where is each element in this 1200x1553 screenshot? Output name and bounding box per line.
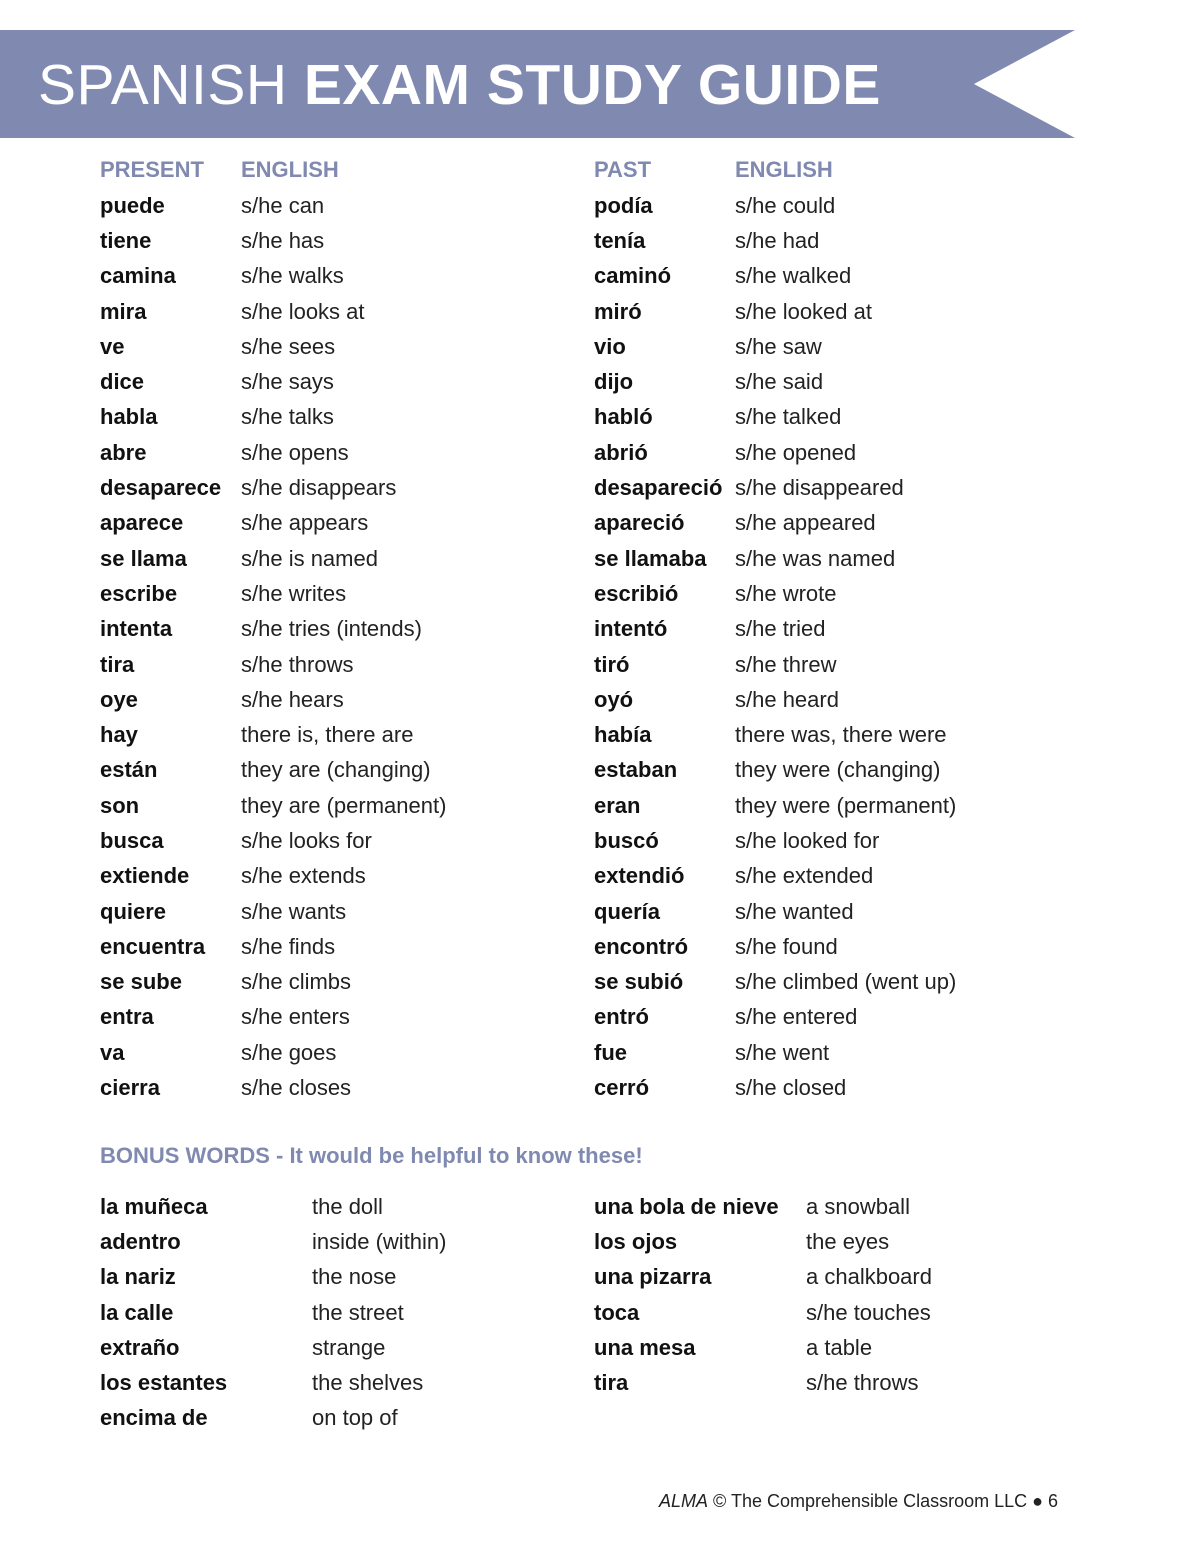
english-translation: s/he heard <box>735 686 839 712</box>
english-translation: s/he disappears <box>241 475 397 501</box>
spanish-word: encima de <box>100 1405 208 1431</box>
spanish-word: encuentra <box>100 933 206 959</box>
english-translation: s/he looked for <box>735 827 880 853</box>
english-translation: s/he closes <box>241 1075 352 1101</box>
title-bold: EXAM STUDY GUIDE <box>303 53 881 117</box>
english-translation: s/he hears <box>241 686 344 712</box>
spanish-word: se llamaba <box>594 545 707 571</box>
footer-book-title: ALMA <box>659 1491 709 1511</box>
spanish-word: aparece <box>100 510 184 536</box>
vocab-row <box>100 541 446 576</box>
english-translation: the shelves <box>312 1370 424 1396</box>
spanish-word: habló <box>594 404 653 430</box>
spanish-word: una pizarra <box>594 1264 712 1290</box>
vocab-row <box>594 435 956 470</box>
spanish-word: tira <box>594 1370 629 1396</box>
spanish-word: encontró <box>594 933 689 959</box>
vocab-row <box>100 682 446 717</box>
vocab-row <box>594 223 956 258</box>
vocab-row <box>100 753 446 788</box>
english-translation: s/he extends <box>241 863 366 889</box>
spanish-word: una mesa <box>594 1334 696 1360</box>
english-translation: s/he talks <box>241 404 334 430</box>
spanish-word: abre <box>100 439 147 465</box>
english-translation: s/he touches <box>806 1299 931 1325</box>
vocab-row <box>594 1295 932 1330</box>
spanish-word: la calle <box>100 1299 174 1325</box>
vocab-row <box>100 965 446 1000</box>
english-translation: they were (changing) <box>735 757 941 783</box>
vocab-row <box>594 1000 956 1035</box>
spanish-word: miró <box>594 298 642 324</box>
english-translation: s/he could <box>735 192 836 218</box>
vocab-row <box>594 717 956 752</box>
english-translation: s/he climbed (went up) <box>735 969 957 995</box>
bonus-words-right-table <box>594 1189 932 1401</box>
page-footer <box>659 1491 1058 1512</box>
english-translation: s/he said <box>735 369 824 395</box>
english-translation: there is, there are <box>241 722 414 748</box>
vocab-row <box>594 259 956 294</box>
spanish-word: intentó <box>594 616 668 642</box>
english-translation: s/he appears <box>241 510 369 536</box>
vocab-row <box>594 1224 932 1259</box>
vocab-row <box>100 717 446 752</box>
vocab-row <box>100 859 446 894</box>
english-translation: s/he found <box>735 933 838 959</box>
vocab-row <box>100 506 446 541</box>
vocab-row <box>100 1365 447 1400</box>
spanish-word: ve <box>100 333 125 359</box>
spanish-word: adentro <box>100 1228 181 1254</box>
vocab-row <box>100 259 446 294</box>
vocab-row <box>100 470 446 505</box>
english-translation: s/he throws <box>806 1370 919 1396</box>
vocab-row <box>594 1189 932 1224</box>
english-translation: s/he threw <box>735 651 837 677</box>
english-translation: the nose <box>312 1264 397 1290</box>
bonus-words-heading: BONUS WORDS - It would be helpful to know these! <box>100 1143 643 1168</box>
spanish-word: fue <box>594 1039 627 1065</box>
vocab-row <box>100 1295 447 1330</box>
spanish-word: los ojos <box>594 1228 678 1254</box>
spanish-word: intenta <box>100 616 173 642</box>
english-translation: the doll <box>312 1193 383 1219</box>
vocab-row <box>594 1070 956 1105</box>
spanish-word: estaban <box>594 757 678 783</box>
vocab-row <box>100 364 446 399</box>
english-translation: s/he sees <box>241 333 336 359</box>
vocab-row <box>100 188 446 223</box>
english-translation: s/he tries (intends) <box>241 616 422 642</box>
bonus-words-left-table <box>100 1189 447 1436</box>
vocab-row <box>100 435 446 470</box>
vocab-row <box>594 823 956 858</box>
spanish-word: son <box>100 792 140 818</box>
vocab-row <box>594 294 956 329</box>
english-translation: s/he can <box>241 192 325 218</box>
spanish-word: la nariz <box>100 1264 176 1290</box>
english-translation: a chalkboard <box>806 1264 932 1290</box>
vocab-row <box>594 612 956 647</box>
vocab-row <box>100 612 446 647</box>
english-translation: s/he disappeared <box>735 475 904 501</box>
english-translation: s/he saw <box>735 333 822 359</box>
spanish-word: tiene <box>100 227 152 253</box>
english-translation: s/he opened <box>735 439 857 465</box>
english-translation: inside (within) <box>312 1228 447 1254</box>
spanish-word: vio <box>594 333 626 359</box>
spanish-word: quiere <box>100 898 167 924</box>
vocab-row <box>100 329 446 364</box>
english-translation: the eyes <box>806 1228 890 1254</box>
col-header-english: ENGLISH <box>241 157 339 182</box>
spanish-word: extraño <box>100 1334 180 1360</box>
vocab-row <box>100 1189 447 1224</box>
english-translation: s/he opens <box>241 439 349 465</box>
english-translation: s/he talked <box>735 404 842 430</box>
vocab-row <box>594 506 956 541</box>
english-translation: strange <box>312 1334 386 1360</box>
english-translation: the street <box>312 1299 404 1325</box>
spanish-word: desaparece <box>100 475 222 501</box>
english-translation: s/he finds <box>241 933 336 959</box>
vocab-row <box>594 1365 932 1400</box>
vocab-row <box>594 682 956 717</box>
spanish-word: había <box>594 722 652 748</box>
spanish-word: entró <box>594 1004 649 1030</box>
spanish-word: una bola de nieve <box>594 1193 779 1219</box>
spanish-word: se subió <box>594 969 684 995</box>
english-translation: s/he extended <box>735 863 874 889</box>
english-translation: they were (permanent) <box>735 792 957 818</box>
spanish-word: caminó <box>594 263 672 289</box>
vocab-row <box>100 294 446 329</box>
spanish-word: quería <box>594 898 661 924</box>
english-translation: s/he closed <box>735 1075 847 1101</box>
vocab-row <box>594 894 956 929</box>
spanish-word: puede <box>100 192 165 218</box>
spanish-word: dice <box>100 369 145 395</box>
col-header-past: PAST <box>594 157 652 182</box>
col-header-present: PRESENT <box>100 157 204 182</box>
spanish-word: habla <box>100 404 158 430</box>
footer-copyright: © The Comprehensible Classroom LLC ● 6 <box>713 1491 1058 1511</box>
english-translation: s/he throws <box>241 651 354 677</box>
english-translation: s/he walks <box>241 263 344 289</box>
spanish-word: mira <box>100 298 147 324</box>
spanish-word: escribió <box>594 580 679 606</box>
english-translation: s/he goes <box>241 1039 337 1065</box>
spanish-word: están <box>100 757 158 783</box>
vocab-row <box>100 823 446 858</box>
spanish-word: apareció <box>594 510 685 536</box>
table-header-row <box>100 152 446 188</box>
spanish-word: dijo <box>594 369 634 395</box>
vocab-row <box>100 1260 447 1295</box>
vocab-row <box>594 788 956 823</box>
vocab-row <box>594 647 956 682</box>
english-translation: s/he appeared <box>735 510 876 536</box>
spanish-word: tira <box>100 651 135 677</box>
english-translation: s/he enters <box>241 1004 350 1030</box>
vocab-row <box>100 1224 447 1259</box>
english-translation: they are (permanent) <box>241 792 447 818</box>
vocab-row <box>594 1260 932 1295</box>
spanish-word: buscó <box>594 827 659 853</box>
vocab-row <box>100 894 446 929</box>
english-translation: s/he was named <box>735 545 896 571</box>
spanish-word: busca <box>100 827 164 853</box>
english-translation: s/he looked at <box>735 298 872 324</box>
vocab-row <box>594 753 956 788</box>
spanish-word: la muñeca <box>100 1193 208 1219</box>
vocab-row <box>100 647 446 682</box>
vocab-row <box>594 364 956 399</box>
english-translation: s/he has <box>241 227 325 253</box>
vocab-row <box>594 400 956 435</box>
spanish-word: desapareció <box>594 475 723 501</box>
english-translation: s/he wants <box>241 898 347 924</box>
spanish-word: toca <box>594 1299 640 1325</box>
vocab-row <box>594 541 956 576</box>
vocab-row <box>100 223 446 258</box>
english-translation: s/he wanted <box>735 898 854 924</box>
spanish-word: va <box>100 1039 125 1065</box>
col-header-english: ENGLISH <box>735 157 833 182</box>
spanish-word: los estantes <box>100 1370 228 1396</box>
english-translation: s/he entered <box>735 1004 858 1030</box>
spanish-word: extiende <box>100 863 190 889</box>
spanish-word: oyó <box>594 686 634 712</box>
spanish-word: tenía <box>594 227 646 253</box>
vocab-row <box>100 576 446 611</box>
english-translation: s/he went <box>735 1039 830 1065</box>
present-vocab-table <box>100 152 446 1106</box>
english-translation: they are (changing) <box>241 757 431 783</box>
spanish-word: cierra <box>100 1075 160 1101</box>
vocab-row <box>100 1070 446 1105</box>
english-translation: there was, there were <box>735 722 947 748</box>
vocab-row <box>594 1330 932 1365</box>
spanish-word: oye <box>100 686 138 712</box>
spanish-word: camina <box>100 263 176 289</box>
english-translation: s/he looks for <box>241 827 372 853</box>
vocab-row <box>594 859 956 894</box>
spanish-word: eran <box>594 792 641 818</box>
vocab-row <box>100 1401 447 1436</box>
vocab-row <box>594 965 956 1000</box>
vocab-row <box>594 470 956 505</box>
spanish-word: se sube <box>100 969 182 995</box>
vocab-row <box>594 929 956 964</box>
vocab-row <box>594 329 956 364</box>
spanish-word: podía <box>594 192 653 218</box>
english-translation: s/he writes <box>241 580 347 606</box>
english-translation: s/he walked <box>735 263 852 289</box>
english-translation: a table <box>806 1334 873 1360</box>
spanish-word: se llama <box>100 545 187 571</box>
spanish-word: extendió <box>594 863 685 889</box>
vocab-row <box>100 1330 447 1365</box>
vocab-row <box>100 788 446 823</box>
vocab-row <box>594 576 956 611</box>
table-header-row <box>594 152 956 188</box>
vocab-row <box>594 188 956 223</box>
english-translation: s/he had <box>735 227 820 253</box>
english-translation: s/he looks at <box>241 298 365 324</box>
spanish-word: escribe <box>100 580 178 606</box>
vocab-row <box>100 1035 446 1070</box>
page-title <box>38 52 881 118</box>
spanish-word: entra <box>100 1004 154 1030</box>
spanish-word: hay <box>100 722 138 748</box>
english-translation: on top of <box>312 1405 398 1431</box>
vocab-row <box>594 1035 956 1070</box>
spanish-word: tiró <box>594 651 630 677</box>
english-translation: a snowball <box>806 1193 910 1219</box>
english-translation: s/he climbs <box>241 969 352 995</box>
spanish-word: cerró <box>594 1075 650 1101</box>
vocab-row <box>100 400 446 435</box>
english-translation: s/he wrote <box>735 580 837 606</box>
vocab-row <box>100 1000 446 1035</box>
english-translation: s/he is named <box>241 545 378 571</box>
title-light: SPANISH <box>38 53 288 117</box>
english-translation: s/he tried <box>735 616 826 642</box>
past-vocab-table <box>594 152 956 1106</box>
english-translation: s/he says <box>241 369 334 395</box>
spanish-word: abrió <box>594 439 648 465</box>
vocab-row <box>100 929 446 964</box>
